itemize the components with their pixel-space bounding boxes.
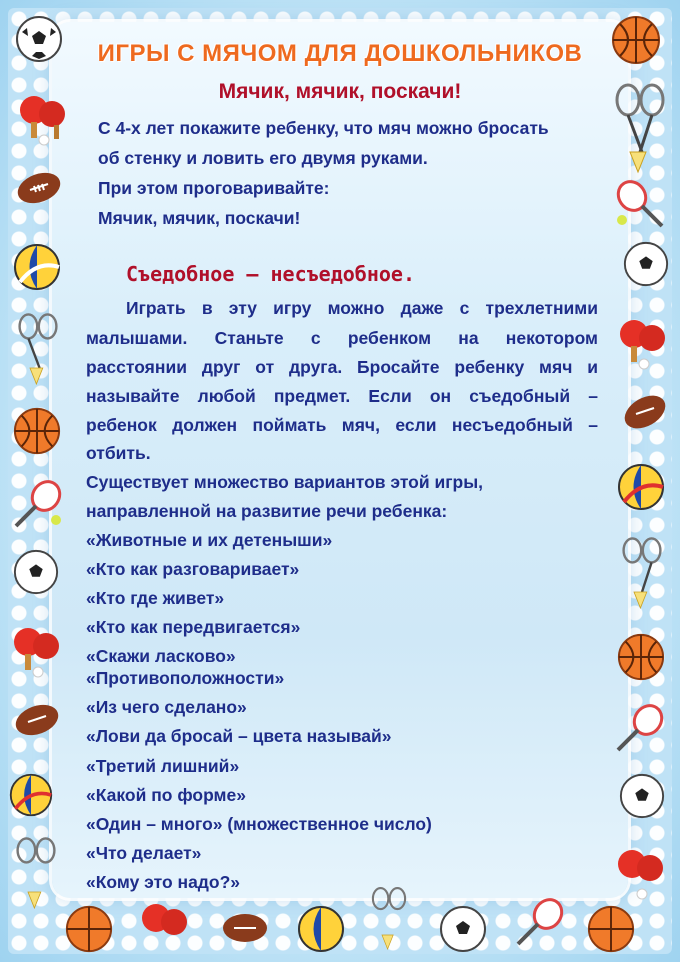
paragraph-line: малышами. Станьте с ребенком на некотором [86,328,598,348]
variant-item: «Кто как разговаривает» [86,559,300,579]
basketball-icon [616,632,666,682]
volleyball-icon [8,772,54,818]
football-icon [12,700,62,740]
section1-line: об стенку и ловить его двумя руками. [98,148,428,168]
variant-item: «Один – много» (множественное число) [86,814,432,834]
variant-item: «Из чего сделано» [86,697,247,717]
page-title: ИГРЫ С МЯЧОМ ДЛЯ ДОШКОЛЬНИКОВ [97,40,583,67]
basketball-icon [610,14,662,66]
soccer-ball-icon [622,240,670,288]
paragraph-line: отбить. [86,443,151,463]
badminton-rackets-icon [8,836,64,916]
variants-intro-line: направленной на развитие речи ребенка: [86,501,448,521]
volleyball-icon [616,462,666,512]
section1-line: С 4-х лет покажите ребенку, что мяч можно бросать [98,118,549,138]
tennis-racket-icon [10,476,66,532]
volleyball-icon [12,242,62,292]
variant-item: «Противоположности» [86,668,285,688]
badminton-rackets-icon [364,886,414,956]
tennis-racket-icon [612,176,668,232]
basketball-icon [586,904,636,954]
football-icon [14,168,64,208]
section1-line: При этом проговаривайте: [98,178,330,198]
paragraph-line: Играть в эту игру можно даже с трехлетними [126,298,598,318]
ping-pong-paddles-icon [612,846,668,902]
soccer-ball-icon [438,904,488,954]
football-icon [220,908,270,948]
section2-heading: Съедобное — несъедобное. [126,262,415,286]
section1-line: Мячик, мячик, поскачи! [98,208,301,228]
ping-pong-paddles-icon [614,316,670,372]
ping-pong-paddles-icon [14,92,70,148]
volleyball-icon [296,904,346,954]
tennis-racket-icon [612,700,668,756]
variant-item: «Скажи ласково» [86,646,236,666]
variant-item: «Кто где живет» [86,588,225,608]
badminton-rackets-icon [614,536,670,616]
paragraph-line: ребенок должен поймать мяч, если несъедобный – [86,415,598,435]
variant-item: «Какой по форме» [86,785,246,805]
paragraph-line: называйте любой предмет. Если он съедобный – [86,386,598,406]
ping-pong-paddles-icon [8,624,64,680]
ping-pong-paddles-icon [136,900,192,956]
soccer-ball-icon [14,14,64,64]
variant-item: «Что делает» [86,843,202,863]
variant-item: «Лови да бросай – цвета называй» [86,726,392,746]
variant-item: «Кто как передвигается» [86,617,301,637]
variant-item: «Третий лишний» [86,756,240,776]
basketball-icon [12,406,62,456]
basketball-icon [64,904,114,954]
badminton-rackets-icon [612,82,668,182]
variant-item: «Животные и их детеныши» [86,530,333,550]
badminton-rackets-icon [10,312,66,392]
variant-item: «Кому это надо?» [86,872,241,892]
soccer-ball-icon [618,772,666,820]
variants-intro-line: Существует множество вариантов этой игры, [86,472,484,492]
soccer-ball-icon [12,548,60,596]
football-icon [620,392,670,432]
section1-heading: Мячик, мячик, поскачи! [218,80,462,103]
tennis-racket-icon [512,894,568,950]
paragraph-line: расстоянии друг от друга. Бросайте ребенку мяч и [86,357,598,377]
